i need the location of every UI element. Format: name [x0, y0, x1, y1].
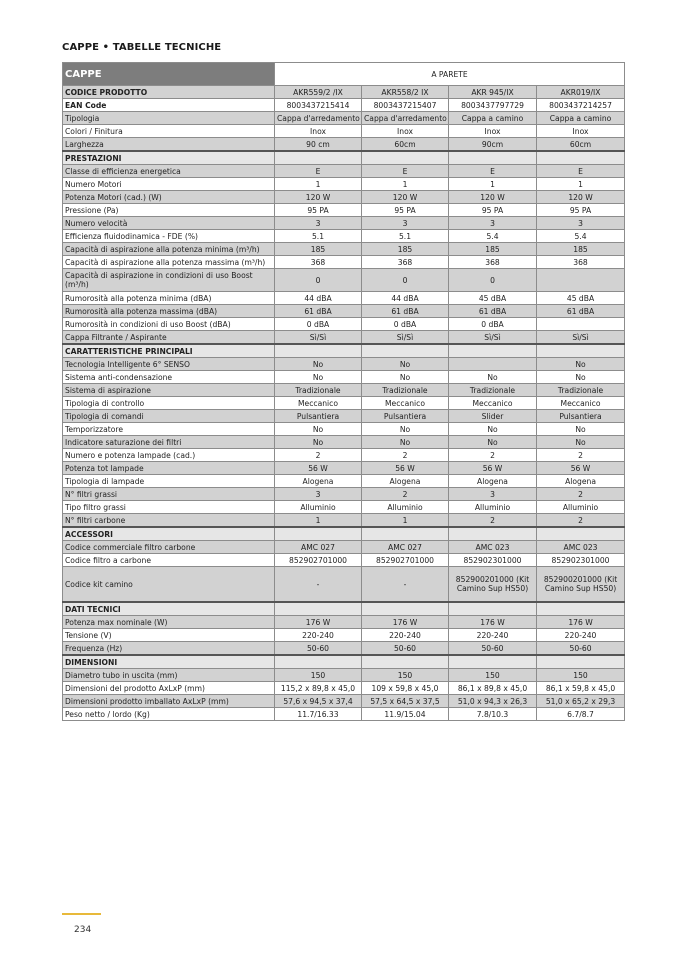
table-row	[63, 410, 625, 423]
row-label: Sistema di aspirazione	[63, 384, 275, 397]
row-value: 61 dBA	[537, 305, 625, 318]
table-row	[63, 269, 625, 292]
table-row	[63, 462, 625, 475]
table-row	[63, 292, 625, 305]
row-value	[449, 358, 537, 371]
row-value: 90cm	[449, 138, 537, 152]
row-value: 44 dBA	[275, 292, 362, 305]
row-value	[537, 151, 625, 165]
table-row	[63, 256, 625, 269]
row-value: No	[275, 371, 362, 384]
row-value: Sì/Sì	[537, 331, 625, 345]
row-value: 220-240	[362, 629, 449, 642]
row-value: 45 dBA	[537, 292, 625, 305]
row-label: Tipologia di comandi	[63, 410, 275, 423]
row-value: No	[449, 423, 537, 436]
row-value: 50-60	[275, 642, 362, 656]
row-label: Temporizzatore	[63, 423, 275, 436]
row-value: -	[362, 567, 449, 603]
table-category: CAPPE	[63, 63, 275, 86]
row-value: AMC 027	[362, 541, 449, 554]
row-value: 220-240	[449, 629, 537, 642]
row-value: No	[362, 358, 449, 371]
row-value: 1	[362, 514, 449, 528]
row-label: Tipologia	[63, 112, 275, 125]
table-row	[63, 708, 625, 721]
table-row	[63, 501, 625, 514]
table-row	[63, 436, 625, 449]
row-value: 368	[449, 256, 537, 269]
row-value: No	[275, 423, 362, 436]
row-label: Sistema anti-condensazione	[63, 371, 275, 384]
row-value: 56 W	[362, 462, 449, 475]
row-value: Cappa a camino	[449, 112, 537, 125]
row-value: AMC 023	[537, 541, 625, 554]
row-value: Tradizionale	[275, 384, 362, 397]
table-row	[63, 358, 625, 371]
row-value: 176 W	[362, 616, 449, 629]
row-value: 45 dBA	[449, 292, 537, 305]
row-value: Alogena	[449, 475, 537, 488]
row-label: Dimensioni del prodotto AxLxP (mm)	[63, 682, 275, 695]
table-row	[63, 616, 625, 629]
section-title: DATI TECNICI	[63, 602, 275, 616]
table-row	[63, 305, 625, 318]
row-value: Cappa a camino	[537, 112, 625, 125]
row-value: 185	[362, 243, 449, 256]
table-row	[63, 331, 625, 345]
row-value: 56 W	[275, 462, 362, 475]
row-value: E	[449, 165, 537, 178]
row-value: 6.7/8.7	[537, 708, 625, 721]
row-value: No	[537, 358, 625, 371]
row-value: AKR558/2 IX	[362, 86, 449, 99]
row-value: 2	[449, 514, 537, 528]
table-row	[63, 371, 625, 384]
row-value: 5.4	[537, 230, 625, 243]
table-row	[63, 125, 625, 138]
table-row	[63, 629, 625, 642]
table-row	[63, 567, 625, 603]
row-value: 51,0 x 65,2 x 29,3	[537, 695, 625, 708]
spec-table	[62, 62, 625, 721]
row-value	[275, 602, 362, 616]
page-number: 234	[74, 925, 92, 935]
row-label: Colori / Finitura	[63, 125, 275, 138]
row-value: 368	[537, 256, 625, 269]
section-title: DIMENSIONI	[63, 655, 275, 669]
row-value: E	[537, 165, 625, 178]
row-value: 120 W	[449, 191, 537, 204]
row-value: 150	[362, 669, 449, 682]
row-value: 2	[537, 449, 625, 462]
table-row	[63, 449, 625, 462]
row-label: Numero Motori	[63, 178, 275, 191]
row-value	[362, 655, 449, 669]
row-value: Pulsantiera	[537, 410, 625, 423]
row-value	[449, 655, 537, 669]
table-row	[63, 423, 625, 436]
row-value	[362, 151, 449, 165]
row-label: Pressione (Pa)	[63, 204, 275, 217]
row-value: 1	[275, 514, 362, 528]
row-value: 150	[449, 669, 537, 682]
row-value: 3	[537, 217, 625, 230]
row-value: 86,1 x 89,8 x 45,0	[449, 682, 537, 695]
row-value: 1	[449, 178, 537, 191]
row-value: No	[362, 423, 449, 436]
row-value: 1	[537, 178, 625, 191]
row-value: No	[362, 371, 449, 384]
row-value: 11.9/15.04	[362, 708, 449, 721]
row-value: 57,5 x 64,5 x 37,5	[362, 695, 449, 708]
table-row	[63, 230, 625, 243]
row-value	[275, 527, 362, 541]
row-label: Capacità di aspirazione alla potenza minima (m³/h)	[63, 243, 275, 256]
row-value: 109 x 59,8 x 45,0	[362, 682, 449, 695]
table-row	[63, 695, 625, 708]
row-value: 0 dBA	[449, 318, 537, 331]
row-label: Numero velocità	[63, 217, 275, 230]
table-row	[63, 488, 625, 501]
table-row	[63, 191, 625, 204]
row-value: 50-60	[449, 642, 537, 656]
row-value: 0	[275, 269, 362, 292]
row-label: Codice kit camino	[63, 567, 275, 603]
table-row	[63, 475, 625, 488]
row-value: AKR019/IX	[537, 86, 625, 99]
row-value: 95 PA	[362, 204, 449, 217]
section-title: PRESTAZIONI	[63, 151, 275, 165]
row-value: 56 W	[537, 462, 625, 475]
row-label: Frequenza (Hz)	[63, 642, 275, 656]
row-label: Rumorosità alla potenza minima (dBA)	[63, 292, 275, 305]
row-value: 44 dBA	[362, 292, 449, 305]
row-value: 8003437215407	[362, 99, 449, 112]
row-value: 120 W	[275, 191, 362, 204]
row-label: EAN Code	[63, 99, 275, 112]
row-value: 8003437214257	[537, 99, 625, 112]
row-value	[537, 269, 625, 292]
row-value: AMC 027	[275, 541, 362, 554]
row-value: 86,1 x 59,8 x 45,0	[537, 682, 625, 695]
row-value: 60cm	[362, 138, 449, 152]
row-value: Sì/Sì	[275, 331, 362, 345]
row-value: 5.1	[362, 230, 449, 243]
row-value	[537, 655, 625, 669]
row-value: Inox	[275, 125, 362, 138]
section-header-row	[63, 344, 625, 358]
row-value: 3	[275, 217, 362, 230]
row-label: Classe di efficienza energetica	[63, 165, 275, 178]
row-value: Pulsantiera	[275, 410, 362, 423]
row-value: 7.8/10.3	[449, 708, 537, 721]
row-value: Alluminio	[449, 501, 537, 514]
row-value: AKR 945/IX	[449, 86, 537, 99]
row-value: Inox	[362, 125, 449, 138]
row-value: 5.4	[449, 230, 537, 243]
table-row	[63, 669, 625, 682]
page-title: CAPPE • TABELLE TECNICHE	[62, 42, 222, 53]
row-value: Alluminio	[362, 501, 449, 514]
row-label: Larghezza	[63, 138, 275, 152]
row-value: Meccanico	[362, 397, 449, 410]
row-value	[537, 602, 625, 616]
row-value: Alogena	[537, 475, 625, 488]
row-value: 95 PA	[537, 204, 625, 217]
row-label: Rumorosità in condizioni di uso Boost (dBA)	[63, 318, 275, 331]
table-row	[63, 217, 625, 230]
row-value: Meccanico	[449, 397, 537, 410]
table-row	[63, 682, 625, 695]
row-value: 368	[362, 256, 449, 269]
table-row	[63, 397, 625, 410]
row-value	[449, 527, 537, 541]
table-row	[63, 138, 625, 152]
row-value: -	[275, 567, 362, 603]
row-value: 3	[362, 217, 449, 230]
row-label: Rumorosità alla potenza massima (dBA)	[63, 305, 275, 318]
row-value: 852902301000	[449, 554, 537, 567]
row-label: Codice filtro a carbone	[63, 554, 275, 567]
row-value: 150	[537, 669, 625, 682]
row-value: 1	[275, 178, 362, 191]
table-row	[63, 86, 625, 99]
row-value: Alluminio	[275, 501, 362, 514]
row-value: Inox	[449, 125, 537, 138]
row-value	[362, 344, 449, 358]
row-label: Efficienza fluidodinamica - FDE (%)	[63, 230, 275, 243]
section-header-row	[63, 655, 625, 669]
row-label: Diametro tubo in uscita (mm)	[63, 669, 275, 682]
row-label: N° filtri grassi	[63, 488, 275, 501]
row-value: 2	[537, 488, 625, 501]
section-title: ACCESSORI	[63, 527, 275, 541]
row-label: Potenza max nominale (W)	[63, 616, 275, 629]
row-value: 0 dBA	[275, 318, 362, 331]
row-value	[449, 344, 537, 358]
section-header-row	[63, 151, 625, 165]
row-label: Dimensioni prodotto imballato AxLxP (mm)	[63, 695, 275, 708]
row-value: Slider	[449, 410, 537, 423]
table-row	[63, 318, 625, 331]
row-value: 60cm	[537, 138, 625, 152]
table-row	[63, 642, 625, 656]
row-value: Sì/Sì	[449, 331, 537, 345]
row-value: 0	[362, 269, 449, 292]
table-row	[63, 541, 625, 554]
row-value: 220-240	[275, 629, 362, 642]
row-value: 185	[449, 243, 537, 256]
row-value: Tradizionale	[362, 384, 449, 397]
row-value: 95 PA	[275, 204, 362, 217]
table-row	[63, 178, 625, 191]
row-value: E	[275, 165, 362, 178]
row-value: 1	[362, 178, 449, 191]
row-value: Meccanico	[275, 397, 362, 410]
row-value: 120 W	[537, 191, 625, 204]
row-label: Tipologia di lampade	[63, 475, 275, 488]
row-label: N° filtri carbone	[63, 514, 275, 528]
mount-type: A PARETE	[275, 63, 625, 86]
table-row	[63, 99, 625, 112]
footer-accent-line	[62, 913, 101, 915]
row-value: 2	[449, 449, 537, 462]
row-value: AKR559/2 /IX	[275, 86, 362, 99]
row-value: 150	[275, 669, 362, 682]
table-row	[63, 384, 625, 397]
row-value: 57,6 x 94,5 x 37,4	[275, 695, 362, 708]
row-value: Tradizionale	[537, 384, 625, 397]
row-label: CODICE PRODOTTO	[63, 86, 275, 99]
row-value: Alogena	[275, 475, 362, 488]
section-title: CARATTERISTICHE PRINCIPALI	[63, 344, 275, 358]
row-value	[449, 602, 537, 616]
row-value: Alluminio	[537, 501, 625, 514]
row-value: 176 W	[275, 616, 362, 629]
row-value: 0 dBA	[362, 318, 449, 331]
row-value: 11.7/16.33	[275, 708, 362, 721]
row-value	[537, 318, 625, 331]
row-value: 185	[537, 243, 625, 256]
row-value: Tradizionale	[449, 384, 537, 397]
row-value: 61 dBA	[362, 305, 449, 318]
row-value: Pulsantiera	[362, 410, 449, 423]
row-value: 852900201000 (Kit Camino Sup HS50)	[449, 567, 537, 603]
row-value: 852902701000	[362, 554, 449, 567]
row-value	[275, 344, 362, 358]
row-label: Capacità di aspirazione alla potenza massima (m³/h)	[63, 256, 275, 269]
row-value	[275, 151, 362, 165]
row-value: No	[449, 436, 537, 449]
table-row	[63, 165, 625, 178]
row-value: 176 W	[537, 616, 625, 629]
row-value: 220-240	[537, 629, 625, 642]
row-value: 3	[275, 488, 362, 501]
row-value: 2	[537, 514, 625, 528]
row-value	[362, 602, 449, 616]
table-row	[63, 554, 625, 567]
row-value: Meccanico	[537, 397, 625, 410]
row-value: AMC 023	[449, 541, 537, 554]
row-label: Capacità di aspirazione in condizioni di uso Boost (m³/h)	[63, 269, 275, 292]
row-value: 852902701000	[275, 554, 362, 567]
row-value	[275, 655, 362, 669]
row-value: Cappa d'arredamento	[275, 112, 362, 125]
row-value: 5.1	[275, 230, 362, 243]
row-value: 0	[449, 269, 537, 292]
row-label: Numero e potenza lampade (cad.)	[63, 449, 275, 462]
row-value: No	[275, 436, 362, 449]
row-value: No	[362, 436, 449, 449]
row-value: 90 cm	[275, 138, 362, 152]
row-value: 50-60	[362, 642, 449, 656]
row-label: Tecnologia Intelligente 6° SENSO	[63, 358, 275, 371]
row-label: Tipologia di controllo	[63, 397, 275, 410]
row-value: 2	[362, 449, 449, 462]
row-label: Potenza Motori (cad.) (W)	[63, 191, 275, 204]
row-value: 51,0 x 94,3 x 26,3	[449, 695, 537, 708]
row-value	[449, 151, 537, 165]
row-label: Tipo filtro grassi	[63, 501, 275, 514]
row-value: 50-60	[537, 642, 625, 656]
row-value: Alogena	[362, 475, 449, 488]
row-value: 120 W	[362, 191, 449, 204]
row-value: Inox	[537, 125, 625, 138]
row-value: Cappa d'arredamento	[362, 112, 449, 125]
row-value: 95 PA	[449, 204, 537, 217]
row-value: No	[537, 436, 625, 449]
row-value: No	[449, 371, 537, 384]
row-value: 176 W	[449, 616, 537, 629]
row-value: 3	[449, 488, 537, 501]
section-header-row	[63, 602, 625, 616]
row-value: 8003437797729	[449, 99, 537, 112]
row-value: 3	[449, 217, 537, 230]
row-value: 852902301000	[537, 554, 625, 567]
row-value: No	[537, 371, 625, 384]
row-value: 56 W	[449, 462, 537, 475]
row-label: Peso netto / lordo (Kg)	[63, 708, 275, 721]
row-value	[537, 344, 625, 358]
row-value: 852900201000 (Kit Camino Sup HS50)	[537, 567, 625, 603]
section-header-row	[63, 527, 625, 541]
table-row	[63, 243, 625, 256]
row-value: No	[275, 358, 362, 371]
row-value: Sì/Sì	[362, 331, 449, 345]
row-value	[362, 527, 449, 541]
row-label: Indicatore saturazione dei filtri	[63, 436, 275, 449]
row-value: 2	[362, 488, 449, 501]
row-value	[537, 527, 625, 541]
row-label: Potenza tot lampade	[63, 462, 275, 475]
row-value: E	[362, 165, 449, 178]
row-label: Codice commerciale filtro carbone	[63, 541, 275, 554]
row-value: 2	[275, 449, 362, 462]
row-value: 115,2 x 89,8 x 45,0	[275, 682, 362, 695]
row-value: 368	[275, 256, 362, 269]
table-row	[63, 514, 625, 528]
row-label: Cappa Filtrante / Aspirante	[63, 331, 275, 345]
table-row	[63, 112, 625, 125]
row-value: 8003437215414	[275, 99, 362, 112]
row-value: No	[537, 423, 625, 436]
row-value: 61 dBA	[275, 305, 362, 318]
row-value: 61 dBA	[449, 305, 537, 318]
row-label: Tensione (V)	[63, 629, 275, 642]
row-value: 185	[275, 243, 362, 256]
table-row	[63, 204, 625, 217]
